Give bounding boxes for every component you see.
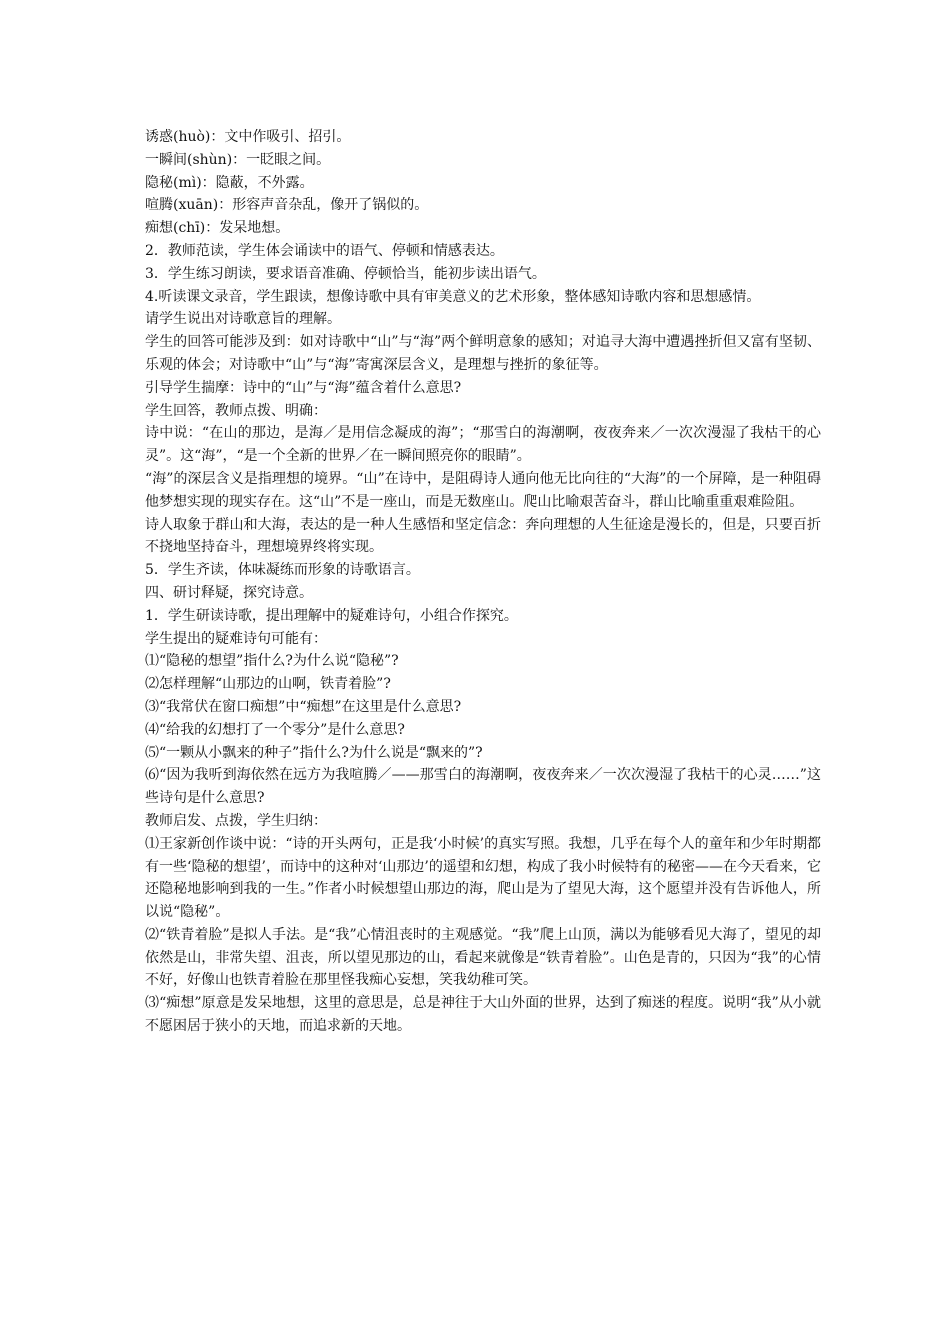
paragraph: 3．学生练习朗读，要求语音准确、停顿恰当，能初步读出语气。 bbox=[145, 265, 546, 282]
paragraph: 请学生说出对诗歌意旨的理解。 bbox=[145, 311, 341, 328]
list-item: ⑴“隐秘的想望”指什么?为什么说“隐秘”? bbox=[145, 653, 399, 670]
list-item: ⑴王家新创作谈中说：“诗的开头两句，正是我‘小时候’的真实写照。我想，几乎在每个人的童年和少年时期都有一些‘隐秘的想望’，而诗中的这种对‘山那边’的遥望和幻想，构成了我小时候特有的秘密——在今天看来，它还隐秘地影响到我的一生。”作者小时候想望山那边的海，爬山是为了望见大海，这个愿望并没有告诉他人，所以说“隐秘”。 bbox=[145, 835, 821, 921]
list-item: ⑵怎样理解“山那边的山啊，铁青着脸”? bbox=[145, 676, 391, 693]
paragraph: 2．教师范读，学生体会诵读中的语气、停顿和情感表达。 bbox=[145, 242, 504, 259]
paragraph: 学生回答，教师点拨、明确： bbox=[145, 402, 327, 419]
paragraph: 1．学生研读诗歌，提出理解中的疑难诗句，小组合作探究。 bbox=[145, 607, 518, 624]
paragraph: “海”的深层含义是指理想的境界。“山”在诗中，是阻碍诗人通向他无比向往的“大海”的一个屏障，是一种阻碍他梦想实现的现实存在。这“山”不是一座山，而是无数座山。爬山比喻艰苦奋斗，群山比喻重重艰难险阻。 bbox=[145, 470, 821, 510]
paragraph: 诗中说：“在山的那边，是海／是用信念凝成的海”；“那雪白的海潮啊，夜夜奔来／一次次漫湿了我枯干的心灵”。这“海”，“是一个全新的世界／在一瞬间照亮你的眼睛”。 bbox=[145, 425, 821, 465]
paragraph: 诱惑(huò)：文中作吸引、招引。 bbox=[145, 129, 351, 145]
paragraph: 诗人取象于群山和大海，表达的是一种人生感悟和坚定信念：奔向理想的人生征途是漫长的，但是，只要百折不挠地坚持奋斗，理想境界终将实现。 bbox=[145, 516, 821, 556]
paragraph: 学生提出的疑难诗句可能有： bbox=[145, 630, 327, 647]
document-page bbox=[145, 126, 821, 1038]
list-item: ⑵“铁青着脸”是拟人手法。是“我”心情沮丧时的主观感觉。“我”爬上山顶，满以为能够看见大海了，望见的却依然是山，非常失望、沮丧，所以望见那边的山，看起来就像是“铁青着脸”。山色是青的，只因为“我”的心情不好，好像山也铁青着脸在那里怪我痴心妄想，笑我幼稚可笑。 bbox=[145, 926, 821, 989]
paragraph: 一瞬间(shùn)：一眨眼之间。 bbox=[145, 151, 331, 168]
paragraph: 喧腾(xuān)：形容声音杂乱，像开了锅似的。 bbox=[145, 197, 429, 214]
list-item: ⑸“一颗从小飘来的种子”指什么?为什么说是“飘来的”? bbox=[145, 744, 483, 761]
list-item: ⑶“我常伏在窗口痴想”中“痴想”在这里是什么意思? bbox=[145, 698, 462, 715]
paragraph: 教师启发、点拨，学生归纳： bbox=[145, 812, 327, 829]
section-heading: 四、研讨释疑，探究诗意。 bbox=[145, 584, 313, 601]
list-item: ⑶“痴想”原意是发呆地想，这里的意思是，总是神往于大山外面的世界，达到了痴迷的程度。说明“我”从小就不愿困居于狭小的天地，而追求新的天地。 bbox=[145, 995, 821, 1035]
list-item: ⑷“给我的幻想打了一个零分”是什么意思? bbox=[145, 721, 405, 738]
paragraph: 痴想(chī)：发呆地想。 bbox=[145, 220, 290, 237]
paragraph: 5．学生齐读，体味凝练而形象的诗歌语言。 bbox=[145, 562, 420, 579]
paragraph: 4.听读课文录音，学生跟读，想像诗歌中具有审美意义的艺术形象，整体感知诗歌内容和思想感情。 bbox=[145, 288, 761, 305]
paragraph: 学生的回答可能涉及到：如对诗歌中“山”与“海”两个鲜明意象的感知；对追寻大海中遭遇挫折但又富有坚韧、乐观的体会；对诗歌中“山”与“海”寄寓深层含义，是理想与挫折的象征等。 bbox=[145, 334, 821, 373]
paragraph: 引导学生揣摩：诗中的“山”与“海”蕴含着什么意思? bbox=[145, 379, 462, 396]
paragraph: 隐秘(mì)：隐蔽，不外露。 bbox=[145, 174, 314, 191]
list-item: ⑹“因为我听到海依然在远方为我喧腾／——那雪白的海潮啊，夜夜奔来／一次次漫湿了我枯干的心灵……”这些诗句是什么意思? bbox=[145, 767, 821, 807]
